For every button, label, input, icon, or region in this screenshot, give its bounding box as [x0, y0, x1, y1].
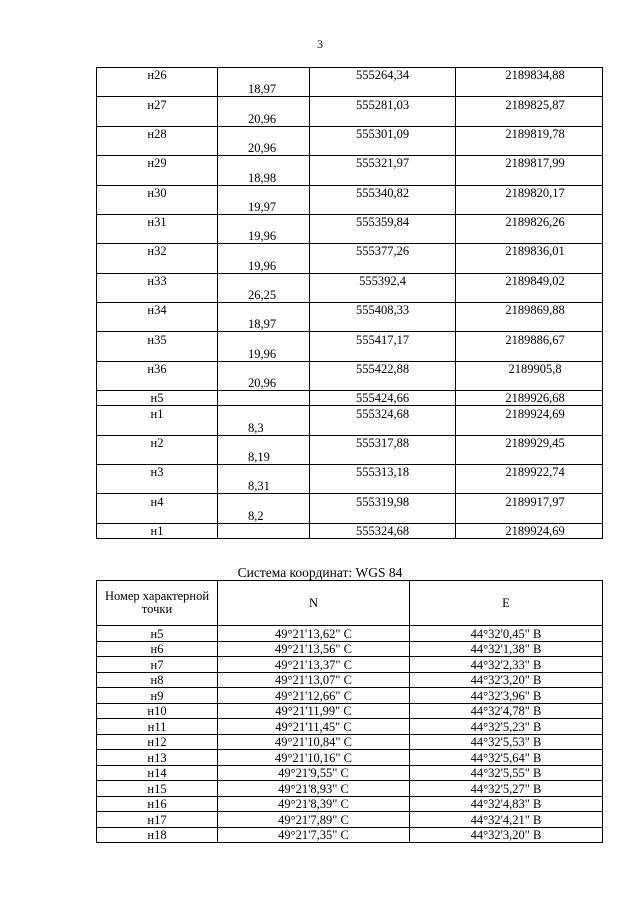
y-cell: 2189849,02: [456, 273, 603, 288]
longitude-cell: 44°32'3,96" В: [410, 688, 603, 704]
longitude-cell: 44°32'5,53" В: [410, 734, 603, 750]
point-cell: н18: [97, 827, 218, 843]
y-cell: [456, 479, 603, 494]
y-cell: [456, 141, 603, 156]
latitude-cell: 49°21'13,37" С: [218, 657, 410, 673]
point-cell: [97, 288, 218, 303]
y-cell: 2189917,97: [456, 494, 603, 509]
distance-cell: 19,97: [218, 200, 310, 215]
x-cell: 555324,68: [310, 523, 456, 538]
table-row: [97, 796, 603, 812]
latitude-cell: 49°21'10,84" С: [218, 734, 410, 750]
distance-cell: 20,96: [218, 141, 310, 156]
x-cell: 555264,34: [310, 68, 456, 83]
distance-cell: [218, 214, 310, 229]
longitude-cell: 44°32'5,64" В: [410, 750, 603, 766]
distance-cell: 19,96: [218, 229, 310, 244]
distance-cell: 8,2: [218, 509, 310, 524]
y-cell: [456, 509, 603, 524]
x-cell: 555313,18: [310, 465, 456, 480]
y-cell: [456, 317, 603, 332]
point-cell: [97, 347, 218, 362]
y-cell: 2189905,8: [456, 361, 603, 376]
y-cell: [456, 288, 603, 303]
point-cell: н12: [97, 734, 218, 750]
point-cell: [97, 450, 218, 465]
point-cell: н14: [97, 765, 218, 781]
y-cell: 2189924,69: [456, 406, 603, 421]
latitude-cell: 49°21'13,62" С: [218, 626, 410, 642]
distance-cell: [218, 244, 310, 259]
distance-cell: 18,97: [218, 317, 310, 332]
point-cell: н13: [97, 750, 218, 766]
x-cell: [310, 229, 456, 244]
point-cell: [97, 317, 218, 332]
table-header-row: [97, 581, 603, 626]
x-cell: 555392,4: [310, 273, 456, 288]
point-cell: н7: [97, 657, 218, 673]
x-cell: 555321,97: [310, 156, 456, 171]
table-row: [97, 303, 603, 318]
y-cell: [456, 200, 603, 215]
distance-cell: [218, 406, 310, 421]
point-cell: н5: [97, 626, 218, 642]
distance-row: [97, 170, 603, 185]
y-cell: 2189836,01: [456, 244, 603, 259]
x-cell: 555340,82: [310, 185, 456, 200]
x-cell: [310, 479, 456, 494]
table-row: [97, 734, 603, 750]
y-cell: 2189825,87: [456, 97, 603, 112]
y-cell: 2189869,88: [456, 303, 603, 318]
point-cell: н31: [97, 214, 218, 229]
table-row: [97, 361, 603, 376]
longitude-cell: 44°32'4,21" В: [410, 812, 603, 828]
y-cell: 2189926,68: [456, 391, 603, 406]
distance-row: [97, 82, 603, 97]
latitude-cell: 49°21'10,16" С: [218, 750, 410, 766]
y-cell: [456, 170, 603, 185]
table-row: [97, 391, 603, 406]
x-cell: 555377,26: [310, 244, 456, 259]
table-row: [97, 827, 603, 843]
longitude-cell: 44°32'1,38" В: [410, 641, 603, 657]
y-cell: 2189817,99: [456, 156, 603, 171]
y-cell: [456, 347, 603, 362]
distance-cell: [218, 273, 310, 288]
distance-cell: [218, 332, 310, 347]
point-cell: н9: [97, 688, 218, 704]
distance-row: [97, 376, 603, 391]
point-cell: [97, 229, 218, 244]
distance-row: [97, 317, 603, 332]
y-cell: 2189924,69: [456, 523, 603, 538]
point-cell: н1: [97, 523, 218, 538]
longitude-cell: 44°32'5,23" В: [410, 719, 603, 735]
point-cell: [97, 421, 218, 436]
header-n: N: [218, 581, 410, 626]
distance-cell: [218, 185, 310, 200]
distance-row: [97, 288, 603, 303]
x-cell: 555324,68: [310, 406, 456, 421]
distance-cell: 20,96: [218, 112, 310, 127]
point-cell: н6: [97, 641, 218, 657]
point-cell: н16: [97, 796, 218, 812]
longitude-cell: 44°32'3,20" В: [410, 672, 603, 688]
table-row: [97, 494, 603, 509]
table-row: [97, 214, 603, 229]
x-cell: 555417,17: [310, 332, 456, 347]
x-cell: [310, 288, 456, 303]
point-cell: н33: [97, 273, 218, 288]
table-row: [97, 435, 603, 450]
distance-cell: [218, 523, 310, 538]
table-row: [97, 812, 603, 828]
point-cell: [97, 141, 218, 156]
point-cell: н8: [97, 672, 218, 688]
header-point-number: Номер характерной точки: [97, 581, 218, 626]
point-cell: н34: [97, 303, 218, 318]
point-cell: н11: [97, 719, 218, 735]
longitude-cell: 44°32'0,45" В: [410, 626, 603, 642]
table-row: [97, 406, 603, 421]
latitude-cell: 49°21'7,35" С: [218, 827, 410, 843]
x-cell: [310, 450, 456, 465]
longitude-cell: 44°32'4,83" В: [410, 796, 603, 812]
point-cell: [97, 376, 218, 391]
table-row: [97, 750, 603, 766]
distance-row: [97, 450, 603, 465]
x-cell: [310, 112, 456, 127]
point-cell: н30: [97, 185, 218, 200]
point-cell: н1: [97, 406, 218, 421]
distance-row: [97, 509, 603, 524]
x-cell: 555319,98: [310, 494, 456, 509]
table-row: [97, 465, 603, 480]
y-cell: [456, 421, 603, 436]
point-cell: н3: [97, 465, 218, 480]
point-cell: н5: [97, 391, 218, 406]
table-row: [97, 641, 603, 657]
y-cell: 2189886,67: [456, 332, 603, 347]
point-cell: н10: [97, 703, 218, 719]
distance-cell: 18,98: [218, 170, 310, 185]
point-cell: н26: [97, 68, 218, 83]
longitude-cell: 44°32'4,78" В: [410, 703, 603, 719]
point-cell: н27: [97, 97, 218, 112]
y-cell: 2189826,26: [456, 214, 603, 229]
table-row: [97, 332, 603, 347]
point-cell: н35: [97, 332, 218, 347]
longitude-cell: 44°32'2,33" В: [410, 657, 603, 673]
y-cell: 2189922,74: [456, 465, 603, 480]
x-cell: 555424,66: [310, 391, 456, 406]
distance-cell: 20,96: [218, 376, 310, 391]
point-cell: [97, 170, 218, 185]
distance-row: [97, 258, 603, 273]
point-cell: н28: [97, 126, 218, 141]
x-cell: 555359,84: [310, 214, 456, 229]
point-cell: н32: [97, 244, 218, 259]
point-cell: н4: [97, 494, 218, 509]
distance-cell: 8,3: [218, 421, 310, 436]
point-cell: [97, 200, 218, 215]
coordinates-table-wgs84: [96, 580, 603, 843]
distance-cell: [218, 126, 310, 141]
y-cell: [456, 450, 603, 465]
coordinate-system-caption: Система координат: WGS 84: [237, 565, 403, 580]
latitude-cell: 49°21'11,99" С: [218, 703, 410, 719]
y-cell: [456, 376, 603, 391]
table-row: [97, 97, 603, 112]
latitude-cell: 49°21'13,07" С: [218, 672, 410, 688]
table-row: [97, 523, 603, 538]
distance-row: [97, 141, 603, 156]
distance-row: [97, 347, 603, 362]
distance-cell: [218, 156, 310, 171]
table-row: [97, 244, 603, 259]
table-row: [97, 657, 603, 673]
distance-cell: 19,96: [218, 258, 310, 273]
distance-cell: [218, 68, 310, 83]
x-cell: 555301,09: [310, 126, 456, 141]
longitude-cell: 44°32'3,20" В: [410, 827, 603, 843]
latitude-cell: 49°21'8,93" С: [218, 781, 410, 797]
y-cell: 2189820,17: [456, 185, 603, 200]
longitude-cell: 44°32'5,27" В: [410, 781, 603, 797]
x-cell: [310, 200, 456, 215]
distance-cell: [218, 465, 310, 480]
header-e: E: [410, 581, 603, 626]
x-cell: [310, 509, 456, 524]
table-row: [97, 703, 603, 719]
distance-cell: 8,31: [218, 479, 310, 494]
table-row: [97, 719, 603, 735]
point-cell: [97, 82, 218, 97]
point-cell: н17: [97, 812, 218, 828]
distance-row: [97, 112, 603, 127]
table-row: [97, 273, 603, 288]
distance-cell: 8,19: [218, 450, 310, 465]
x-cell: [310, 170, 456, 185]
point-cell: [97, 509, 218, 524]
x-cell: [310, 317, 456, 332]
page-number: 3: [317, 37, 323, 51]
y-cell: [456, 258, 603, 273]
distance-cell: 18,97: [218, 82, 310, 97]
longitude-cell: 44°32'5,55" В: [410, 765, 603, 781]
distance-cell: 19,96: [218, 347, 310, 362]
distance-cell: [218, 391, 310, 406]
table-row: [97, 765, 603, 781]
x-cell: 555317,88: [310, 435, 456, 450]
distance-cell: [218, 303, 310, 318]
point-cell: [97, 258, 218, 273]
distance-row: [97, 229, 603, 244]
point-cell: н36: [97, 361, 218, 376]
x-cell: 555422,88: [310, 361, 456, 376]
point-cell: н29: [97, 156, 218, 171]
distance-cell: 26,25: [218, 288, 310, 303]
x-cell: [310, 376, 456, 391]
distance-cell: [218, 361, 310, 376]
table-row: [97, 626, 603, 642]
distance-cell: [218, 435, 310, 450]
x-cell: [310, 421, 456, 436]
coordinates-table-local: [96, 67, 603, 539]
x-cell: [310, 347, 456, 362]
latitude-cell: 49°21'11,45" С: [218, 719, 410, 735]
table-row: [97, 185, 603, 200]
point-cell: [97, 112, 218, 127]
distance-cell: [218, 97, 310, 112]
table-row: [97, 68, 603, 83]
y-cell: 2189819,78: [456, 126, 603, 141]
latitude-cell: 49°21'7,89" С: [218, 812, 410, 828]
y-cell: [456, 229, 603, 244]
latitude-cell: 49°21'12,66" С: [218, 688, 410, 704]
distance-row: [97, 421, 603, 436]
y-cell: [456, 82, 603, 97]
point-cell: н15: [97, 781, 218, 797]
y-cell: 2189834,88: [456, 68, 603, 83]
point-cell: н2: [97, 435, 218, 450]
table-row: [97, 688, 603, 704]
latitude-cell: 49°21'8,39" С: [218, 796, 410, 812]
x-cell: 555408,33: [310, 303, 456, 318]
x-cell: [310, 141, 456, 156]
x-cell: 555281,03: [310, 97, 456, 112]
distance-cell: [218, 494, 310, 509]
latitude-cell: 49°21'13,56" С: [218, 641, 410, 657]
point-cell: [97, 479, 218, 494]
x-cell: [310, 258, 456, 273]
distance-row: [97, 200, 603, 215]
y-cell: 2189929,45: [456, 435, 603, 450]
x-cell: [310, 82, 456, 97]
table-row: [97, 126, 603, 141]
table-row: [97, 781, 603, 797]
table-row: [97, 672, 603, 688]
table-row: [97, 156, 603, 171]
latitude-cell: 49°21'9,55" С: [218, 765, 410, 781]
distance-row: [97, 479, 603, 494]
y-cell: [456, 112, 603, 127]
